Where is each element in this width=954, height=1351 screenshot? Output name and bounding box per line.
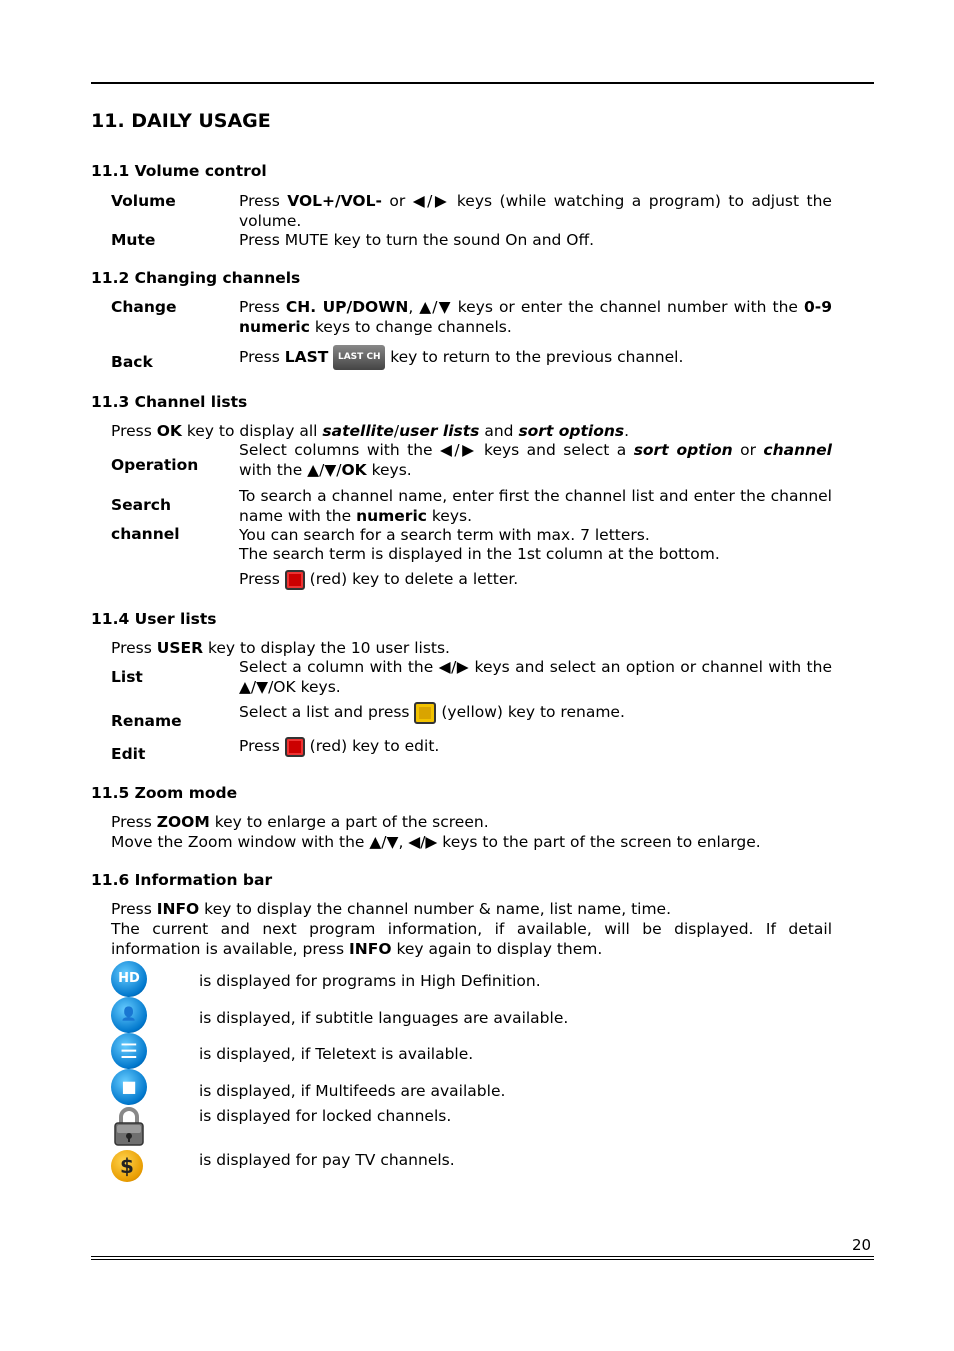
text-search: To search a channel name, enter first the channel list and enter the channel name with the numeric keys. xyxy=(239,487,832,525)
lock-icon xyxy=(111,1105,147,1147)
label-search: Search xyxy=(111,496,172,514)
text-info-1: Press INFO key to display the channel number & name, list name, time. xyxy=(111,900,672,918)
label-operation: Operation xyxy=(111,456,199,474)
label-list: List xyxy=(111,668,143,686)
text-operation: Select columns with the ◀/▶ keys and select a sort option or channel with the ▲/▼/OK keys. xyxy=(239,441,832,479)
footer-rule xyxy=(91,1256,874,1257)
text-zoom-2: Move the Zoom window with the ▲/▼, ◀/▶ keys to the part of the screen to enlarge. xyxy=(111,833,761,851)
subtitle-icon: 👤 xyxy=(111,997,147,1033)
text-user-lists-intro: Press USER key to display the 10 user lists. xyxy=(111,639,450,657)
page-number: 20 xyxy=(852,1236,872,1254)
text-teletext: is displayed, if Teletext is available. xyxy=(199,1045,474,1063)
text-back: Press LAST LAST CH key to return to the previous channel. xyxy=(239,345,832,370)
text-channel-lists-intro: Press OK key to display all satellite/user lists and sort options. xyxy=(111,422,630,440)
red-key-icon xyxy=(285,570,305,590)
text-info-2: The current and next program information, if available, will be displayed. If detail information is available, press INFO key again to display them. xyxy=(111,920,832,958)
label-rename: Rename xyxy=(111,712,182,730)
label-volume: Volume xyxy=(111,192,176,210)
hd-icon: HD xyxy=(111,961,147,997)
multifeed-icon: ■ xyxy=(111,1069,147,1105)
text-search-display: The search term is displayed in the 1st column at the bottom. xyxy=(239,545,720,563)
text-lock: is displayed for locked channels. xyxy=(199,1107,452,1125)
text-search-delete: Press (red) key to delete a letter. xyxy=(239,570,519,588)
label-back: Back xyxy=(111,353,153,371)
text-mute: Press MUTE key to turn the sound On and Off. xyxy=(239,231,595,249)
label-mute: Mute xyxy=(111,231,156,249)
text-volume: Press VOL+/VOL- or ◀/▶ keys (while watching a program) to adjust the volume. xyxy=(239,192,832,230)
red-key-icon xyxy=(285,737,305,757)
header-rule xyxy=(91,82,874,84)
last-ch-key-icon: LAST CH xyxy=(333,345,385,370)
text-list: Select a column with the ◀/▶ keys and select an option or channel with the ▲/▼/OK keys. xyxy=(239,658,832,696)
yellow-key-icon xyxy=(414,702,436,724)
section-title-channel-lists: 11.3 Channel lists xyxy=(91,393,248,411)
footer-rule-double xyxy=(91,1259,874,1260)
section-title-channels: 11.2 Changing channels xyxy=(91,269,301,287)
label-edit: Edit xyxy=(111,745,146,763)
section-title-user-lists: 11.4 User lists xyxy=(91,610,217,628)
page-heading: 11. DAILY USAGE xyxy=(91,110,271,132)
label-change: Change xyxy=(111,298,177,316)
text-search-max: You can search for a search term with max. 7 letters. xyxy=(239,526,650,544)
text-edit: Press (red) key to edit. xyxy=(239,737,440,755)
text-hd: is displayed for programs in High Definition. xyxy=(199,972,541,990)
pay-tv-icon: $ xyxy=(111,1150,143,1182)
section-title-zoom: 11.5 Zoom mode xyxy=(91,784,238,802)
text-pay-tv: is displayed for pay TV channels. xyxy=(199,1151,455,1169)
label-channel: channel xyxy=(111,525,180,543)
teletext-icon: ☰ xyxy=(111,1033,147,1069)
text-change: Press CH. UP/DOWN, ▲/▼ keys or enter the channel number with the 0-9 numeric keys to change channels. xyxy=(239,298,832,336)
text-subtitle: is displayed, if subtitle languages are available. xyxy=(199,1009,569,1027)
text-multifeed: is displayed, if Multifeeds are available. xyxy=(199,1082,506,1100)
section-title-volume: 11.1 Volume control xyxy=(91,162,267,180)
section-title-info-bar: 11.6 Information bar xyxy=(91,871,273,889)
text-zoom-1: Press ZOOM key to enlarge a part of the screen. xyxy=(111,813,489,831)
text-rename: Select a list and press (yellow) key to rename. xyxy=(239,697,832,727)
